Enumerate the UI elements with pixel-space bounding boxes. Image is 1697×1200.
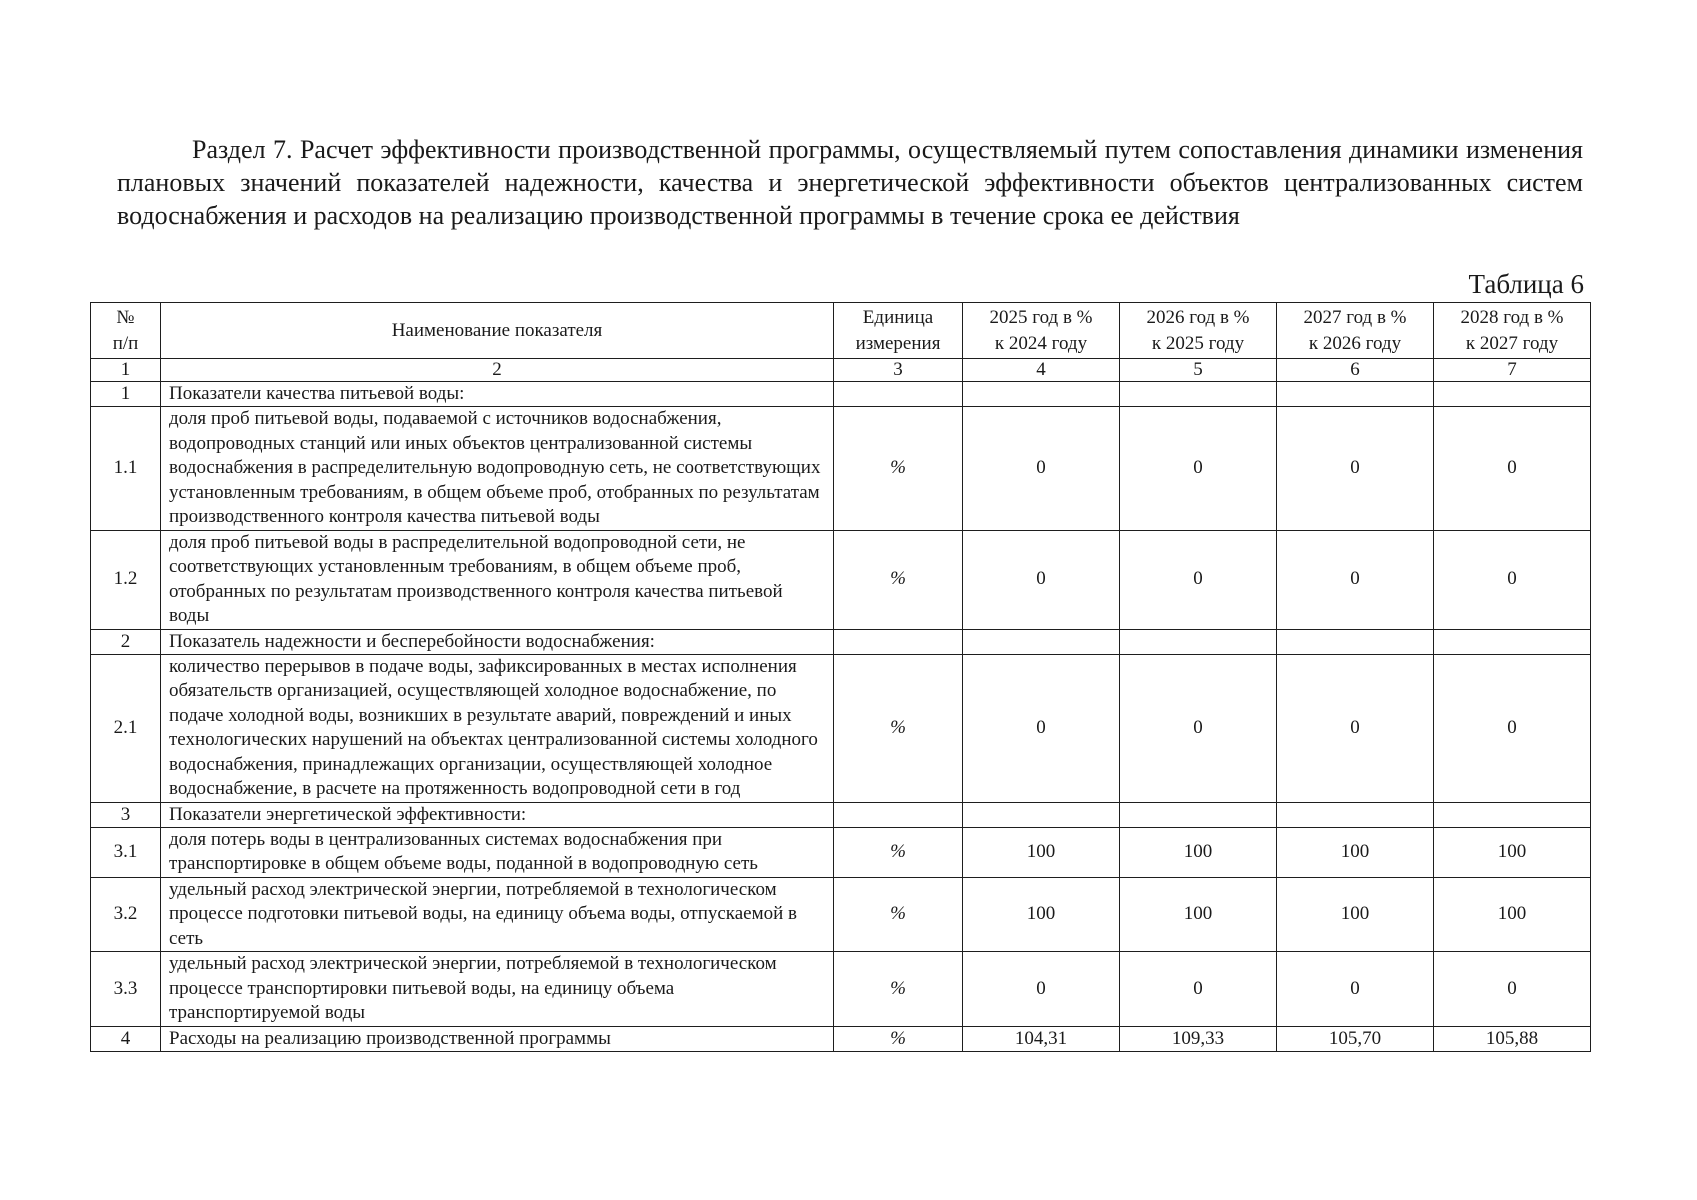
table-row [91,654,1591,802]
row-unit [834,382,963,407]
row-value-2025: 0 [963,654,1120,802]
row-unit: % [834,530,963,629]
efficiency-table [90,302,1591,1052]
column-number-row [91,359,1591,382]
row-value-2027 [1277,629,1434,654]
row-name: Показатель надежности и бесперебойности водоснабжения: [161,629,834,654]
row-value-2025: 0 [963,407,1120,531]
row-value-2025: 0 [963,952,1120,1027]
row-value-2026: 0 [1120,407,1277,531]
row-value-2028: 0 [1434,654,1591,802]
row-unit: % [834,952,963,1027]
row-num: 3.3 [91,952,161,1027]
header-num-line2: п/п [112,332,139,354]
row-name: количество перерывов в подаче воды, зафиксированных в местах исполнения обязательств организацией, осуществляющей холодное водоснабжение, по подаче холодной воды, возникших в результате аварий, повреждений и иных технологических нарушений на объектах централизованной системы холодного водоснабжения, принадлежащих организации, осуществляющей холодное водоснабжение, в расчете на протяженность водопроводной сети в год [161,654,834,802]
row-num: 1.1 [91,407,161,531]
row-value-2028: 0 [1434,530,1591,629]
row-unit: % [834,827,963,877]
col-number: 5 [1120,359,1277,382]
header-2028 [1434,303,1591,359]
row-value-2025 [963,802,1120,827]
header-2025-line2: к 2024 году [994,332,1088,354]
row-value-2025: 100 [963,827,1120,877]
row-value-2025 [963,382,1120,407]
row-value-2027: 0 [1277,952,1434,1027]
row-value-2025 [963,629,1120,654]
header-2028-line2: к 2027 году [1465,332,1559,354]
row-value-2028: 0 [1434,407,1591,531]
row-name: Расходы на реализацию производственной программы [161,1026,834,1051]
header-2026-line1: 2026 год в % [1146,306,1250,328]
row-value-2028: 0 [1434,952,1591,1027]
row-value-2027: 0 [1277,407,1434,531]
row-value-2026: 0 [1120,952,1277,1027]
row-num: 4 [91,1026,161,1051]
row-unit: % [834,654,963,802]
row-name: доля проб питьевой воды в распределительной водопроводной сети, не соответствующих установленным требованиям, в общем объеме проб, отобранных по результатам производственного контроля качества питьевой воды [161,530,834,629]
header-unit-line1: Единица [862,306,934,328]
row-value-2028 [1434,382,1591,407]
row-value-2027: 0 [1277,654,1434,802]
row-name: Показатели качества питьевой воды: [161,382,834,407]
row-name: удельный расход электрической энергии, потребляемой в технологическом процессе подготовки питьевой воды, на единицу объема воды, отпускаемой в сеть [161,877,834,952]
row-unit: % [834,1026,963,1051]
row-unit [834,629,963,654]
row-value-2026: 100 [1120,827,1277,877]
row-value-2025: 0 [963,530,1120,629]
row-value-2026 [1120,382,1277,407]
col-number: 2 [161,359,834,382]
table-row [91,629,1591,654]
col-number: 3 [834,359,963,382]
header-2025 [963,303,1120,359]
row-value-2026 [1120,802,1277,827]
row-name: доля проб питьевой воды, подаваемой с источников водоснабжения, водопроводных станций или иных объектов централизованной системы водоснабжения в распределительную водопроводную сеть, не соответствующих установленным требованиям, в общем объеме проб, отобранных по результатам производственного контроля качества питьевой воды [161,407,834,531]
table-caption: Таблица 6 [1468,269,1584,299]
header-name: Наименование показателя [161,303,834,359]
table-row [91,827,1591,877]
col-number: 4 [963,359,1120,382]
row-value-2027: 0 [1277,530,1434,629]
row-value-2028: 105,88 [1434,1026,1591,1051]
row-num: 1.2 [91,530,161,629]
row-value-2027: 105,70 [1277,1026,1434,1051]
row-value-2026: 0 [1120,654,1277,802]
col-number: 6 [1277,359,1434,382]
header-2026 [1120,303,1277,359]
header-2027-line2: к 2026 году [1308,332,1402,354]
row-value-2026 [1120,629,1277,654]
table-row [91,530,1591,629]
row-name: удельный расход электрической энергии, потребляемой в технологическом процессе транспортировки питьевой воды, на единицу объема транспортируемой воды [161,952,834,1027]
header-2028-line1: 2028 год в % [1460,306,1564,328]
row-name: доля потерь воды в централизованных системах водоснабжения при транспортировке в общем объеме воды, поданной в водопроводную сеть [161,827,834,877]
col-number: 7 [1434,359,1591,382]
row-num: 2 [91,629,161,654]
header-num [91,303,161,359]
header-num-line1: № [116,306,135,328]
header-2026-line2: к 2025 году [1151,332,1245,354]
header-2025-line1: 2025 год в % [989,306,1093,328]
row-value-2027: 100 [1277,877,1434,952]
row-value-2028: 100 [1434,827,1591,877]
row-value-2026: 100 [1120,877,1277,952]
row-value-2025: 104,31 [963,1026,1120,1051]
row-value-2026: 109,33 [1120,1026,1277,1051]
section-heading: Раздел 7. Расчет эффективности производственной программы, осуществляемый путем сопоставления динамики изменения плановых значений показателей надежности, качества и энергетической эффективности объектов централизованных систем водоснабжения и расходов на реализацию производственной программы в течение срока ее действия [117,135,1583,230]
row-unit [834,802,963,827]
row-value-2027 [1277,802,1434,827]
row-unit: % [834,407,963,531]
table-row [91,802,1591,827]
row-num: 2.1 [91,654,161,802]
header-unit [834,303,963,359]
table-row [91,877,1591,952]
table-row [91,952,1591,1027]
row-value-2027 [1277,382,1434,407]
row-num: 3.2 [91,877,161,952]
row-value-2028: 100 [1434,877,1591,952]
header-2027-line1: 2027 год в % [1303,306,1407,328]
row-value-2027: 100 [1277,827,1434,877]
header-2027 [1277,303,1434,359]
row-num: 1 [91,382,161,407]
row-value-2028 [1434,802,1591,827]
row-num: 3 [91,802,161,827]
row-num: 3.1 [91,827,161,877]
row-value-2026: 0 [1120,530,1277,629]
header-unit-line2: измерения [855,332,941,354]
table-row [91,1026,1591,1051]
row-value-2028 [1434,629,1591,654]
table-row [91,407,1591,531]
col-number: 1 [91,359,161,382]
header-row [91,303,1591,359]
table-row [91,382,1591,407]
row-unit: % [834,877,963,952]
row-name: Показатели энергетической эффективности: [161,802,834,827]
row-value-2025: 100 [963,877,1120,952]
